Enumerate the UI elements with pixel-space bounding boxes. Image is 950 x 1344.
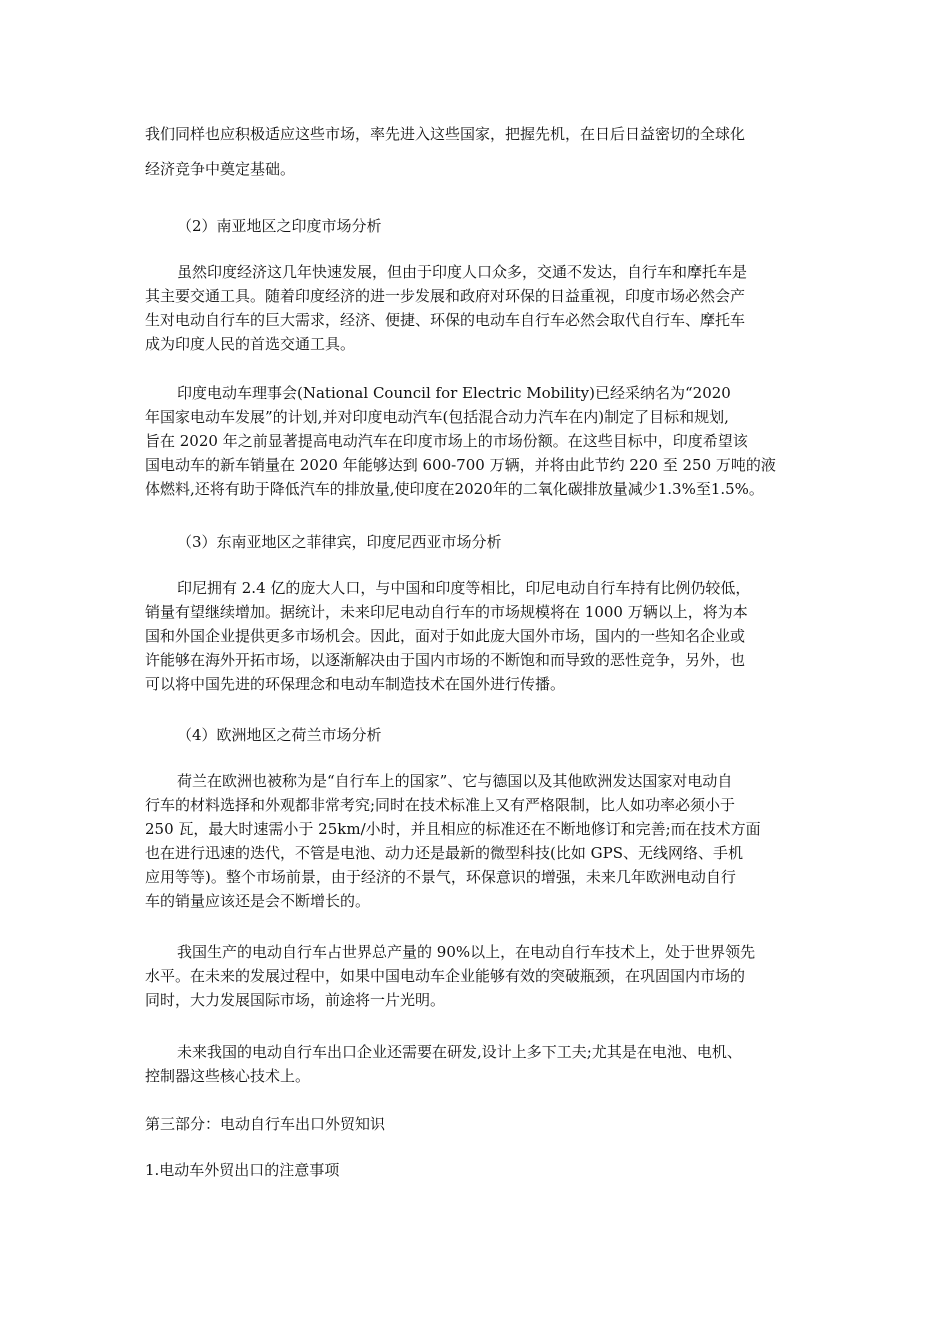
text-line: 荷兰在欧洲也被称为是“自行车上的国家”、它与德国以及其他欧洲发达国家对电动自 — [177, 772, 733, 790]
item-one-heading: 1.电动车外贸出口的注意事项 — [145, 1161, 340, 1179]
india-paragraph-2 — [145, 381, 815, 501]
intro-paragraph — [145, 117, 815, 187]
text-line: 我们同样也应积极适应这些市场，率先进入这些国家，把握先机，在日后日益密切的全球化 — [145, 125, 746, 143]
text-line: 成为印度人民的首选交通工具。 — [145, 335, 356, 353]
text-line: 可以将中国先进的环保理念和电动车制造技术在国外进行传播。 — [145, 675, 566, 693]
text-line: 250 瓦，最大时速需小于 25km/小时，并且相应的标准还在不断地修订和完善;而在技术方面 — [145, 820, 761, 838]
text-line: 同时，大力发展国际市场，前途将一片光明。 — [145, 991, 446, 1009]
text-line: 国电动车的新车销量在 2020 年能够达到 600-700 万辆，并将由此节约 220 至 250 万吨的液 — [145, 456, 776, 474]
section-heading-southeast-asia: （3）东南亚地区之菲律宾，印度尼西亚市场分析 — [177, 533, 502, 551]
text-line: 水平。在未来的发展过程中，如果中国电动车企业能够有效的突破瓶颈，在巩固国内市场的 — [145, 967, 746, 985]
text-line: 体燃料,还将有助于降低汽车的排放量,使印度在2020年的二氧化碳排放量减少1.3%至1.5%。 — [145, 480, 764, 498]
china-paragraph-2 — [145, 1040, 815, 1088]
text-line: 国和外国企业提供更多市场机会。因此，面对于如此庞大国外市场，国内的一些知名企业或 — [145, 627, 746, 645]
text-line: 车的销量应该还是会不断增长的。 — [145, 892, 371, 910]
section-heading-netherlands: （4）欧洲地区之荷兰市场分析 — [177, 726, 382, 744]
text-line: 虽然印度经济这几年快速发展，但由于印度人口众多，交通不发达，自行车和摩托车是 — [177, 263, 748, 281]
section-heading-india: （2）南亚地区之印度市场分析 — [177, 217, 382, 235]
text-line: 我国生产的电动自行车占世界总产量的 90%以上，在电动自行车技术上，处于世界领先 — [177, 943, 756, 961]
text-line: 年国家电动车发展”的计划,并对印度电动汽车(包括混合动力汽车在内)制定了目标和规划, — [145, 408, 729, 426]
text-line: 许能够在海外开拓市场，以逐渐解决由于国内市场的不断饱和而导致的恶性竞争，另外，也 — [145, 651, 746, 669]
text-line: 控制器这些核心技术上。 — [145, 1067, 311, 1085]
text-line: 旨在 2020 年之前显著提高电动汽车在印度市场上的市场份额。在这些目标中，印度希望该 — [145, 432, 748, 450]
southeast-asia-paragraph — [145, 576, 815, 696]
china-paragraph-1 — [145, 940, 815, 1012]
text-line: 经济竞争中奠定基础。 — [145, 160, 296, 178]
text-line: 印尼拥有 2.4 亿的庞大人口，与中国和印度等相比，印尼电动自行车持有比例仍较低， — [177, 579, 751, 597]
india-paragraph-1 — [145, 260, 815, 356]
text-line: 也在进行迅速的迭代，不管是电池、动力还是最新的微型科技(比如 GPS、无线网络、手机 — [145, 844, 743, 862]
text-line: 销量有望继续增加。据统计，未来印尼电动自行车的市场规模将在 1000 万辆以上，将为本 — [145, 603, 748, 621]
text-line: 生对电动自行车的巨大需求，经济、便捷、环保的电动车自行车必然会取代自行车、摩托车 — [145, 311, 746, 329]
part-three-heading: 第三部分：电动自行车出口外贸知识 — [145, 1115, 386, 1133]
text-line: 行车的材料选择和外观都非常考究;同时在技术标准上又有严格限制，比人如功率必须小于 — [145, 796, 736, 814]
text-line: 印度电动车理事会(National Council for Electric Mobility)已经采纳名为“2020 — [177, 384, 731, 402]
text-line: 应用等等)。整个市场前景，由于经济的不景气，环保意识的增强，未来几年欧洲电动自行 — [145, 868, 736, 886]
text-line: 未来我国的电动自行车出口企业还需要在研发,设计上多下工夫;尤其是在电池、电机、 — [177, 1043, 742, 1061]
netherlands-paragraph — [145, 769, 815, 913]
text-line: 其主要交通工具。随着印度经济的进一步发展和政府对环保的日益重视，印度市场必然会产 — [145, 287, 746, 305]
